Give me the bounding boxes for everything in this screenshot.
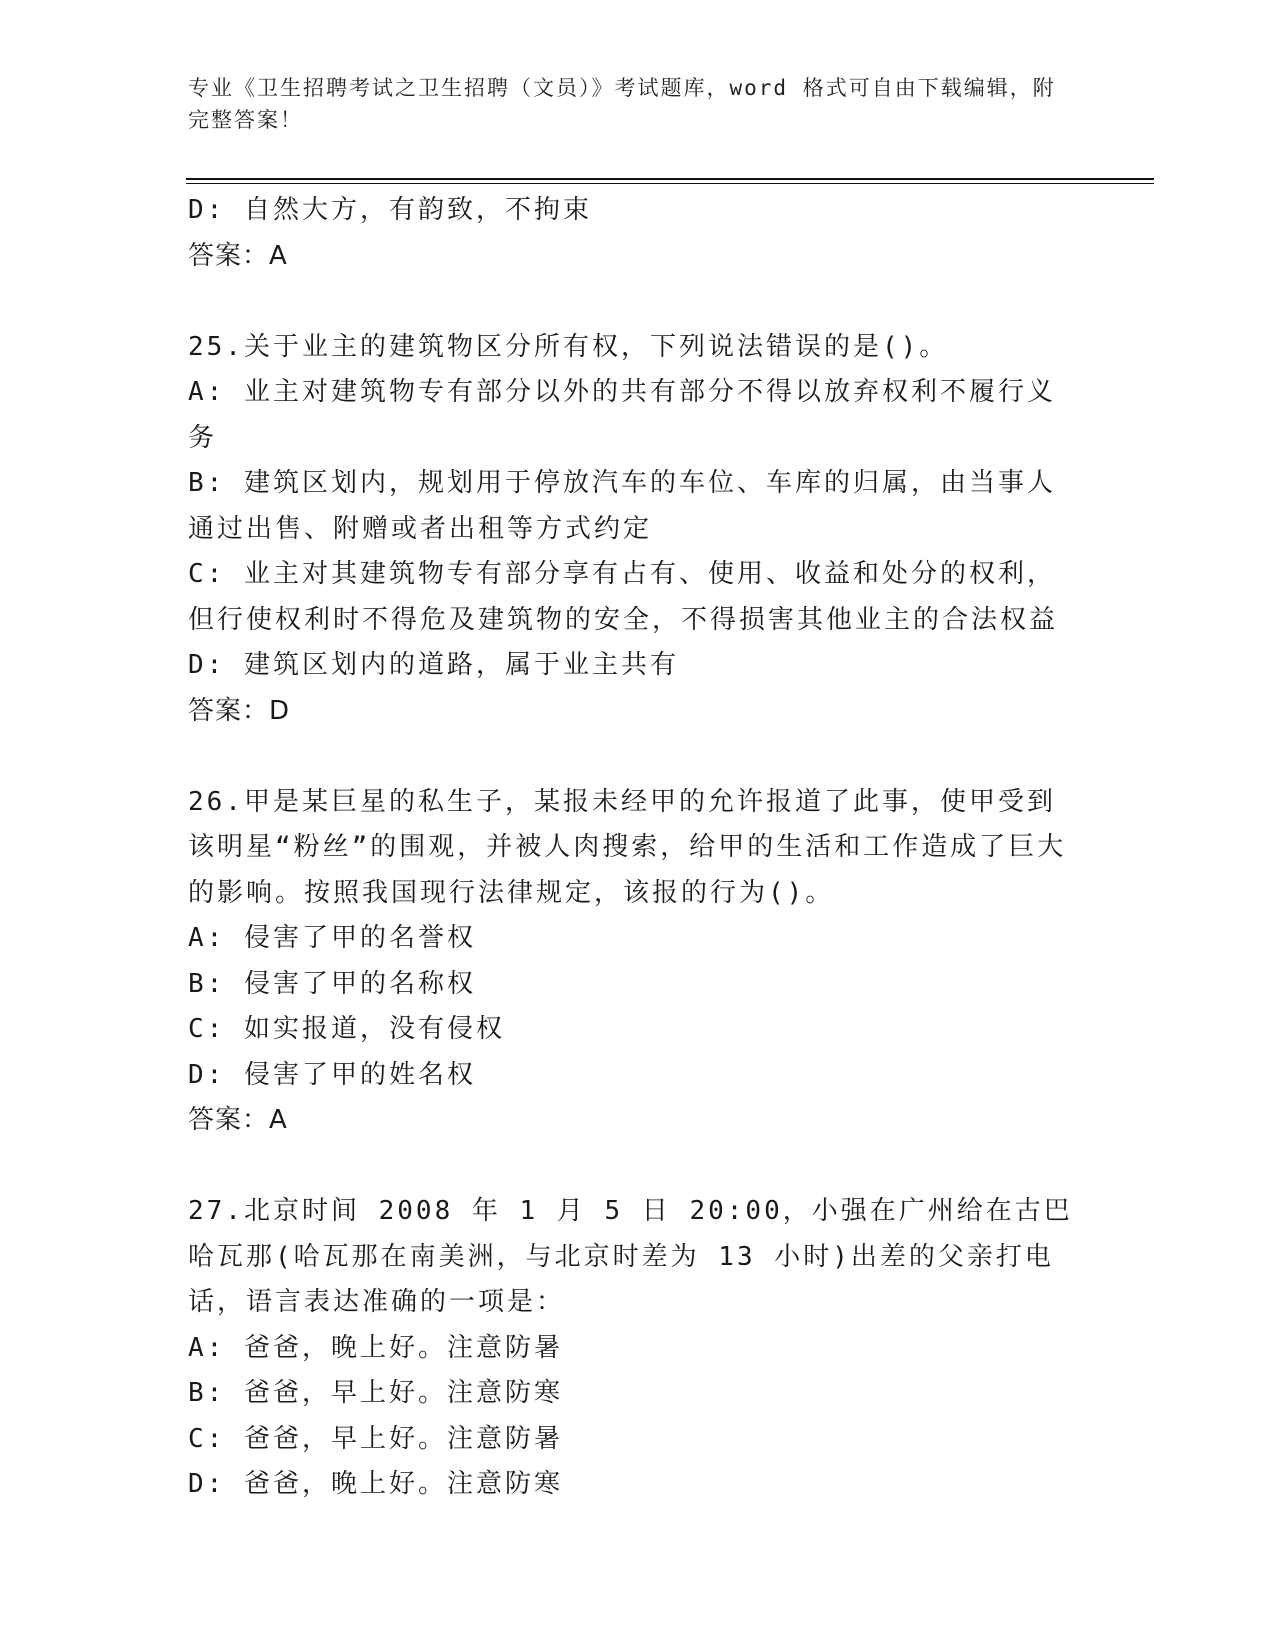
- q26-question: 26.甲是某巨星的私生子，某报未经甲的允许报道了此事，使甲受到该明星“粉丝”的围观，并被人肉搜索，给甲的生活和工作造成了巨大的影响。按照我国现行法律规定，该报的行为()。: [188, 786, 1067, 908]
- q25-question: 25.关于业主的建筑物区分所有权，下列说法错误的是()。: [188, 331, 949, 362]
- q25-option-b: B: 建筑区划内，规划用于停放汽车的车位、车库的归属，由当事人通过出售、附赠或者出租等方式约定: [188, 468, 1056, 544]
- prev-option-d: D: 自然大方，有韵致，不拘束: [188, 195, 592, 225]
- q26-option-c: C: 如实报道，没有侵权: [188, 1014, 505, 1044]
- q26-option-d: D: 侵害了甲的姓名权: [188, 1059, 476, 1090]
- q27-option-b: B: 爸爸，早上好。注意防寒: [188, 1378, 563, 1408]
- question-content: [188, 188, 1078, 1508]
- header-rule-thick: [186, 178, 1154, 180]
- q27-option-c: C: 爸爸，早上好。注意防暑: [188, 1423, 563, 1454]
- q27-option-d: D: 爸爸，晚上好。注意防寒: [188, 1469, 563, 1499]
- q25-option-a: A: 业主对建筑物专有部分以外的共有部分不得以放弃权利不履行义务: [188, 377, 1056, 453]
- q26-option-a: A: 侵害了甲的名誉权: [188, 923, 476, 953]
- q25-option-d: D: 建筑区划内的道路，属于业主共有: [188, 650, 679, 680]
- spacer: [188, 279, 1078, 325]
- q26-answer: 答案：A: [188, 1105, 288, 1135]
- page-header: [188, 72, 1068, 136]
- q26-option-b: B: 侵害了甲的名称权: [188, 968, 476, 999]
- question-27: [188, 1189, 1078, 1508]
- q27-question: 27.北京时间 2008 年 1 月 5 日 20:00，小强在广州给在古巴哈瓦那(哈瓦那在南美洲，与北京时差为 13 小时)出差的父亲打电话，语言表达准确的一项是：: [188, 1196, 1073, 1317]
- question-26: [188, 780, 1078, 1144]
- q25-option-c: C: 业主对其建筑物专有部分享有占有、使用、收益和处分的权利，但行使权利时不得危及建筑物的安全，不得损害其他业主的合法权益: [188, 559, 1059, 635]
- spacer: [188, 734, 1078, 780]
- q25-answer: 答案：D: [188, 695, 291, 726]
- header-rule-thin: [186, 183, 1154, 184]
- prev-answer: 答案：A: [188, 240, 288, 271]
- question-25: [188, 325, 1078, 735]
- q27-option-a: A: 爸爸，晚上好。注意防暑: [188, 1332, 563, 1363]
- header-text: 专业《卫生招聘考试之卫生招聘（文员）》考试题库，word 格式可自由下载编辑，附完整答案！: [188, 76, 1056, 132]
- spacer: [188, 1144, 1078, 1190]
